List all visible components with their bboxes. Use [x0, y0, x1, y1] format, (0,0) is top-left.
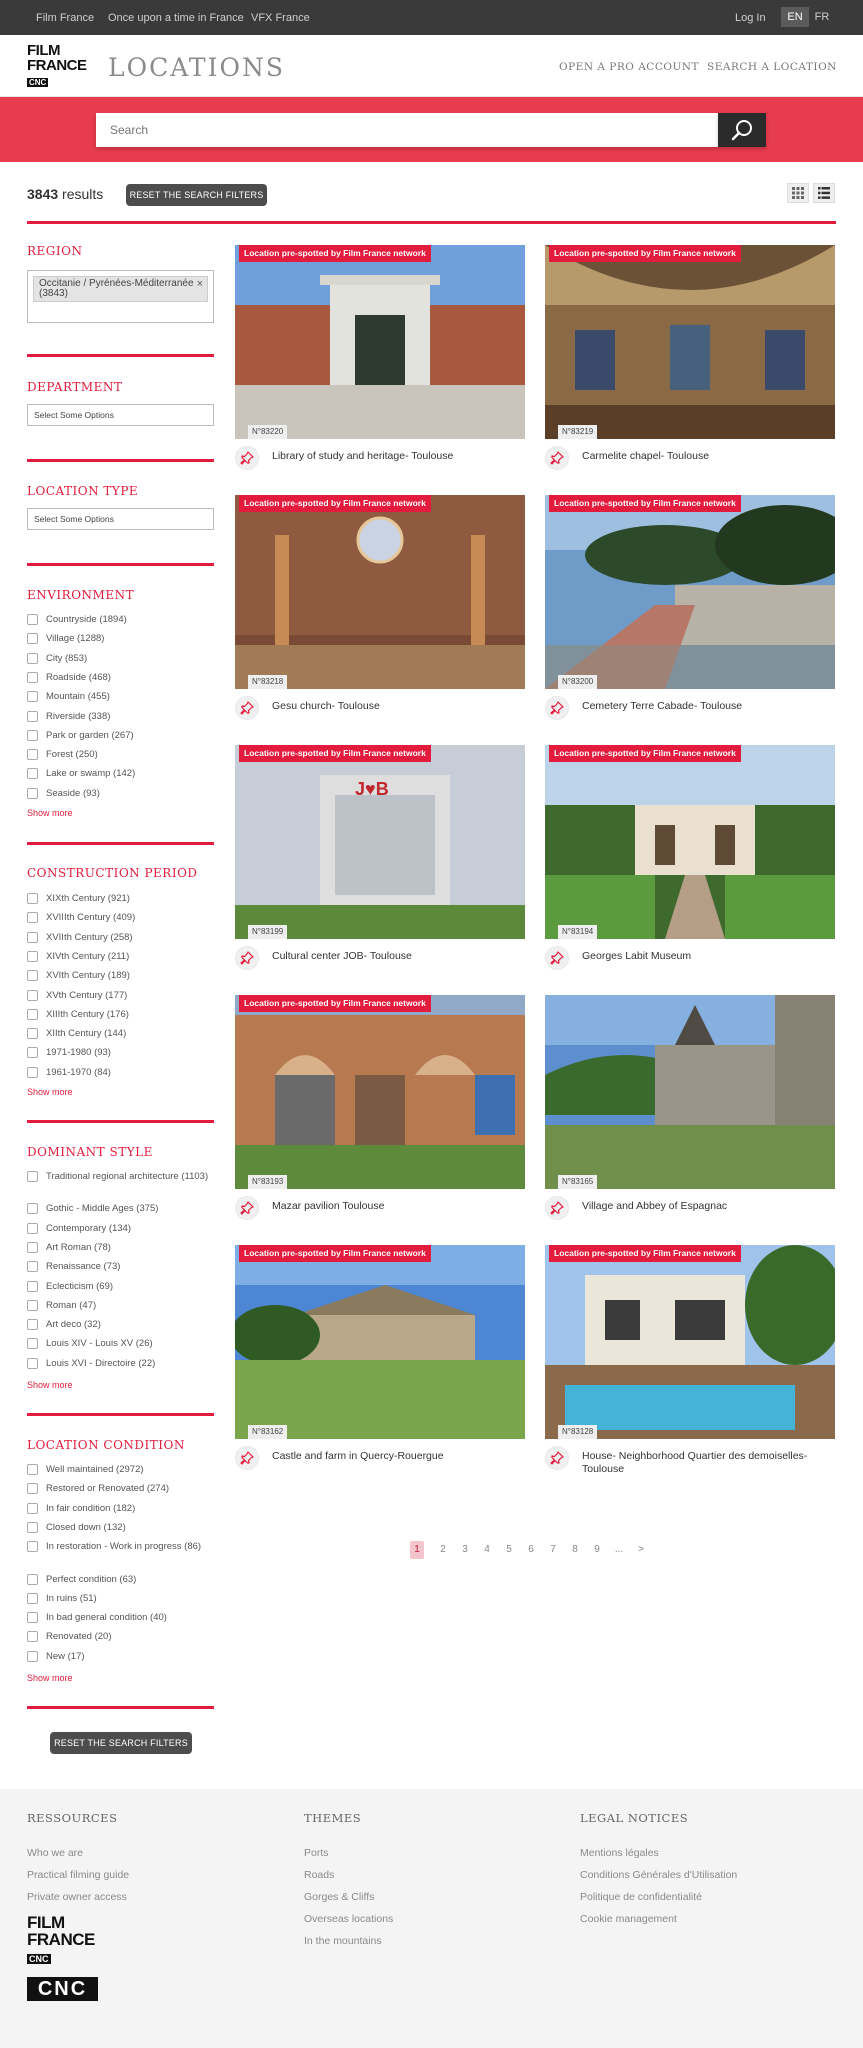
filter-option[interactable] [27, 691, 216, 703]
reference-badge: N°83219 [558, 425, 597, 439]
page-link[interactable]: 7 [550, 1544, 556, 1555]
list-view-icon[interactable] [813, 183, 835, 203]
region-tag [33, 276, 208, 302]
filter-divider [27, 354, 214, 357]
location-card[interactable] [235, 245, 525, 488]
checkbox[interactable] [27, 1261, 38, 1272]
filter-option-label: Restored or Renovated (274) [46, 1483, 170, 1495]
footer-logo-cnc: CNC [29, 1954, 49, 1964]
filter-divider [27, 1120, 214, 1123]
footer-link[interactable]: Overseas locations [304, 1913, 394, 1925]
footer-link[interactable]: Conditions Générales d'Utilisation [580, 1869, 738, 1881]
checkbox[interactable] [27, 1171, 38, 1182]
checkbox[interactable] [27, 1338, 38, 1349]
pre-spotted-ribbon: Location pre-spotted by Film France network [239, 745, 431, 762]
pin-icon[interactable] [545, 946, 569, 970]
checkbox[interactable] [27, 912, 38, 923]
site-header [0, 35, 863, 97]
search-icon [730, 118, 754, 142]
checkbox[interactable] [27, 951, 38, 962]
logo-line-2: FRANCE [27, 57, 87, 74]
filter-option[interactable] [27, 1593, 216, 1605]
reference-badge: N°83200 [558, 675, 597, 689]
footer-link[interactable]: Cookie management [580, 1913, 677, 1925]
location-card[interactable] [545, 995, 835, 1238]
svg-text:J♥B: J♥B [355, 779, 389, 799]
construction-show-more[interactable]: Show more [27, 1087, 73, 1097]
checkbox[interactable] [27, 990, 38, 1001]
filter-option[interactable] [27, 711, 216, 723]
page-link[interactable]: ... [614, 1544, 624, 1555]
location-photo[interactable] [235, 995, 525, 1189]
filter-divider [27, 459, 214, 462]
reference-badge: N°83218 [248, 675, 287, 689]
footer-title-themes: THEMES [304, 1811, 362, 1825]
pre-spotted-ribbon: Location pre-spotted by Film France network [549, 495, 741, 512]
checkbox[interactable] [27, 1009, 38, 1020]
lang-fr[interactable]: FR [814, 11, 830, 23]
filter-option[interactable] [27, 1358, 216, 1370]
checkbox[interactable] [27, 1047, 38, 1058]
filter-option[interactable] [27, 1651, 216, 1663]
reference-badge: N°83193 [248, 1175, 287, 1189]
checkbox[interactable] [27, 749, 38, 760]
results-word: results [62, 186, 104, 202]
filter-title-location-type: LOCATION TYPE [27, 484, 139, 498]
department-select[interactable]: Select Some Options [27, 404, 214, 426]
location-title[interactable]: Library of study and heritage- Toulouse [272, 450, 454, 462]
lang-en[interactable]: EN [781, 7, 809, 27]
link-once-upon-a-time[interactable]: Once upon a time in France [108, 12, 244, 24]
filter-option-label: Village (1288) [46, 633, 105, 645]
checkbox[interactable] [27, 614, 38, 625]
filter-option-label: 1961-1970 (84) [46, 1066, 111, 1078]
filter-option-label: Seaside (93) [46, 787, 100, 799]
filter-option[interactable] [27, 1574, 216, 1586]
location-card[interactable] [235, 995, 525, 1238]
pin-icon[interactable] [235, 946, 259, 970]
checkbox[interactable] [27, 788, 38, 799]
top-bar [0, 0, 863, 35]
filter-option-label: Eclecticism (69) [46, 1280, 114, 1292]
filter-option[interactable] [27, 1281, 216, 1293]
location-title[interactable]: Village and Abbey of Espagnac [582, 1200, 728, 1212]
logo-cnc: CNC [29, 78, 47, 87]
filter-option-label: XIIth Century (144) [46, 1028, 127, 1040]
filter-option-label: Perfect condition (63) [46, 1573, 137, 1585]
checkbox[interactable] [27, 768, 38, 779]
nav-open-pro-account[interactable]: OPEN A PRO ACCOUNT [559, 61, 699, 73]
page-link[interactable]: 5 [506, 1544, 512, 1555]
pre-spotted-ribbon: Location pre-spotted by Film France network [239, 495, 431, 512]
footer-film-france-logo[interactable] [27, 1914, 95, 1965]
location-card[interactable] [235, 745, 525, 988]
filter-option[interactable] [27, 788, 216, 800]
checkbox[interactable] [27, 1464, 38, 1475]
reference-badge: N°83199 [248, 925, 287, 939]
checkbox[interactable] [27, 1203, 38, 1214]
filter-option-label: XVIth Century (189) [46, 970, 130, 982]
checkbox[interactable] [27, 1631, 38, 1642]
filter-option-label: Riverside (338) [46, 710, 111, 722]
pin-icon[interactable] [235, 1196, 259, 1220]
filter-option-label: Lake or swamp (142) [46, 768, 136, 780]
filter-option-label: Closed down (132) [46, 1521, 126, 1533]
location-card[interactable] [545, 745, 835, 988]
reference-badge: N°83162 [248, 1425, 287, 1439]
page-link[interactable]: 6 [528, 1544, 534, 1555]
footer-link[interactable]: Practical filming guide [27, 1869, 130, 1881]
pagination [410, 1541, 652, 1559]
filter-option[interactable] [27, 912, 216, 924]
footer-link[interactable]: Roads [304, 1869, 335, 1881]
search-button[interactable] [718, 113, 766, 147]
search-band [0, 97, 863, 162]
filter-option-label: Roadside (468) [46, 671, 111, 683]
filter-option[interactable] [27, 1009, 216, 1021]
footer-logo-line-1: FILM [27, 1913, 65, 1932]
checkbox[interactable] [27, 970, 38, 981]
search-input[interactable] [96, 113, 718, 147]
checkbox[interactable] [27, 1028, 38, 1039]
location-photo[interactable] [545, 995, 835, 1189]
link-film-france[interactable]: Film France [36, 12, 95, 24]
page-title: LOCATIONS [108, 53, 285, 82]
filter-divider [27, 842, 214, 845]
checkbox[interactable] [27, 1300, 38, 1311]
pre-spotted-ribbon: Location pre-spotted by Film France network [239, 1245, 431, 1262]
filter-option[interactable] [27, 1028, 216, 1040]
filter-title-environment: ENVIRONMENT [27, 588, 135, 602]
checkbox[interactable] [27, 1574, 38, 1585]
filter-divider [27, 563, 214, 566]
filter-option[interactable] [27, 1631, 216, 1643]
footer-link[interactable]: Gorges & Cliffs [304, 1891, 375, 1903]
location-card[interactable] [545, 495, 835, 738]
location-title[interactable]: Cemetery Terre Cabade- Toulouse [582, 700, 743, 712]
filter-option-label: XVth Century (177) [46, 989, 128, 1001]
location-photo[interactable] [235, 1245, 525, 1439]
location-photo[interactable] [235, 745, 525, 939]
filter-option[interactable] [27, 951, 216, 963]
footer-link[interactable]: In the mountains [304, 1935, 382, 1947]
pre-spotted-ribbon: Location pre-spotted by Film France network [549, 245, 741, 262]
reference-badge: N°83128 [558, 1425, 597, 1439]
checkbox[interactable] [27, 1541, 38, 1552]
footer-title-legal: LEGAL NOTICES [580, 1811, 689, 1825]
pre-spotted-ribbon: Location pre-spotted by Film France network [239, 245, 431, 262]
pre-spotted-ribbon: Location pre-spotted by Film France network [239, 995, 431, 1012]
filter-option-label: In restoration - Work in progress (86) [46, 1541, 202, 1553]
filter-option[interactable] [27, 653, 216, 665]
filter-option[interactable] [27, 1319, 216, 1331]
filter-option[interactable] [27, 1503, 216, 1515]
filter-option[interactable] [27, 672, 216, 684]
page-link[interactable]: 1 [410, 1541, 424, 1559]
filter-option-label: City (853) [46, 652, 88, 664]
region-tag-label: Occitanie / Pyrénées-Méditerranée (3843) [39, 278, 194, 299]
filter-option-label: 1971-1980 (93) [46, 1047, 111, 1059]
filter-option-label: XIIIth Century (176) [46, 1008, 129, 1020]
checkbox[interactable] [27, 730, 38, 741]
page-link[interactable]: 3 [462, 1544, 468, 1555]
checkbox[interactable] [27, 1612, 38, 1623]
location-title[interactable]: House- Neighborhood Quartier des demoiselles- Toulouse [582, 1450, 808, 1475]
pin-icon[interactable] [235, 446, 259, 470]
footer-link[interactable]: Politique de confidentialité [580, 1891, 703, 1903]
filter-option-label: Forest (250) [46, 749, 98, 761]
grid-view-icon[interactable] [787, 183, 809, 203]
checkbox[interactable] [27, 1281, 38, 1292]
results-number: 3843 [27, 186, 59, 202]
filter-title-region: REGION [27, 244, 83, 258]
filter-option[interactable] [27, 1242, 216, 1254]
reset-filters-button[interactable]: RESET THE SEARCH FILTERS [126, 184, 267, 206]
footer-link[interactable]: Who we are [27, 1847, 84, 1859]
checkbox[interactable] [27, 893, 38, 904]
next-page-link[interactable]: > [638, 1544, 644, 1555]
filter-option-label: Well maintained (2972) [46, 1464, 144, 1475]
location-type-select[interactable]: Select Some Options [27, 508, 214, 530]
location-photo[interactable] [545, 745, 835, 939]
pin-icon[interactable] [235, 696, 259, 720]
page-link[interactable]: 9 [594, 1544, 600, 1555]
filter-option[interactable] [27, 1483, 216, 1495]
page-link[interactable]: 4 [484, 1544, 490, 1555]
location-title[interactable]: Georges Labit Museum [582, 950, 692, 962]
pin-icon[interactable] [545, 446, 569, 470]
filter-option-label: Roman (47) [46, 1299, 97, 1311]
checkbox[interactable] [27, 1651, 38, 1662]
filter-option-label: Traditional regional architecture (1103) [46, 1171, 209, 1182]
footer-title-resources: RESSOURCES [27, 1811, 118, 1825]
environment-show-more[interactable]: Show more [27, 808, 73, 818]
pin-icon[interactable] [545, 696, 569, 720]
footer-link[interactable]: Private owner access [27, 1891, 127, 1903]
condition-show-more[interactable]: Show more [27, 1673, 73, 1683]
checkbox[interactable] [27, 711, 38, 722]
checkbox[interactable] [27, 1223, 38, 1234]
reference-badge: N°83165 [558, 1175, 597, 1189]
filter-option[interactable] [27, 633, 216, 645]
results-count [27, 186, 103, 202]
filter-option-label: Art Roman (78) [46, 1241, 111, 1253]
film-france-logo[interactable] [27, 43, 87, 88]
filter-option[interactable] [27, 1067, 216, 1079]
filter-option-label: Mountain (455) [46, 691, 110, 703]
filter-option[interactable] [27, 1522, 216, 1534]
filter-option[interactable] [27, 1338, 216, 1350]
filter-option[interactable] [27, 614, 216, 626]
filter-option-label: XIXth Century (921) [46, 893, 130, 904]
pin-icon[interactable] [545, 1446, 569, 1470]
filter-title-construction: CONSTRUCTION PERIOD [27, 866, 198, 880]
filter-option[interactable] [27, 990, 216, 1002]
location-title[interactable]: Carmelite chapel- Toulouse [582, 450, 710, 462]
filter-option[interactable] [27, 1223, 216, 1235]
filter-option-label: In bad general condition (40) [46, 1612, 167, 1624]
pin-icon[interactable] [235, 1446, 259, 1470]
reset-filters-bottom-button[interactable]: RESET THE SEARCH FILTERS [50, 1732, 192, 1754]
location-card[interactable] [235, 495, 525, 738]
location-photo[interactable] [235, 495, 525, 689]
filter-option-label: Louis XVI - Directoire (22) [46, 1357, 156, 1369]
location-title[interactable]: Gesu church- Toulouse [272, 700, 380, 712]
remove-tag-icon[interactable]: × [196, 278, 203, 290]
filter-divider [27, 1706, 214, 1709]
filter-option-label: New (17) [46, 1650, 85, 1662]
footer-link[interactable]: Ports [304, 1847, 329, 1859]
footer [0, 1789, 863, 2048]
filter-option[interactable] [27, 1171, 216, 1183]
location-photo[interactable] [545, 495, 835, 689]
filter-option-label: In fair condition (182) [46, 1502, 136, 1514]
filter-title-style: DOMINANT STYLE [27, 1145, 153, 1159]
filter-option-label: Park or garden (267) [46, 729, 134, 741]
filter-option-label: XVIIth Century (258) [46, 931, 133, 943]
location-photo[interactable] [545, 1245, 835, 1439]
logo-line-1: FILM [27, 42, 60, 59]
checkbox[interactable] [27, 1503, 38, 1514]
checkbox[interactable] [27, 1067, 38, 1078]
location-photo[interactable] [235, 245, 525, 439]
page-link[interactable]: 8 [572, 1544, 578, 1555]
filter-option[interactable] [27, 1261, 216, 1273]
checkbox[interactable] [27, 653, 38, 664]
checkbox[interactable] [27, 1358, 38, 1369]
filter-option[interactable] [27, 768, 216, 780]
pin-icon[interactable] [545, 1196, 569, 1220]
filter-option-label: Renaissance (73) [46, 1261, 121, 1273]
style-show-more[interactable]: Show more [27, 1380, 73, 1390]
view-toggle [787, 183, 835, 201]
checkbox[interactable] [27, 1522, 38, 1533]
footer-link[interactable]: Mentions légales [580, 1847, 659, 1859]
location-title[interactable]: Cultural center JOB- Toulouse [272, 950, 412, 962]
filter-title-condition: LOCATION CONDITION [27, 1438, 185, 1452]
page-link[interactable]: 2 [440, 1544, 446, 1555]
reference-badge: N°83194 [558, 925, 597, 939]
link-vfx-france[interactable]: VFX France [251, 12, 310, 24]
results-divider [27, 221, 836, 224]
filter-divider [27, 1413, 214, 1416]
filter-option-label: XIVth Century (211) [46, 950, 130, 962]
login-link[interactable]: Log In [735, 12, 766, 24]
checkbox[interactable] [27, 1242, 38, 1253]
location-title[interactable]: Mazar pavilion Toulouse [272, 1200, 385, 1212]
filter-option-label: Art deco (32) [46, 1319, 101, 1331]
location-card[interactable] [545, 245, 835, 488]
cnc-logo[interactable]: CNC [27, 1977, 98, 2001]
reference-badge: N°83220 [248, 425, 287, 439]
filter-option[interactable] [27, 1464, 216, 1476]
filter-option[interactable] [27, 1300, 216, 1312]
pre-spotted-ribbon: Location pre-spotted by Film France network [549, 1245, 741, 1262]
filter-option[interactable] [27, 1047, 216, 1059]
filter-option[interactable] [27, 1203, 216, 1215]
location-title[interactable]: Castle and farm in Quercy-Rouergue [272, 1450, 444, 1462]
filter-option[interactable] [27, 730, 216, 742]
filter-option-label: XVIIIth Century (409) [46, 912, 136, 924]
filter-option-label: In ruins (51) [46, 1592, 97, 1604]
filter-option-label: Renovated (20) [46, 1631, 112, 1643]
checkbox[interactable] [27, 633, 38, 644]
footer-logo-line-2: FRANCE [27, 1930, 95, 1949]
nav-search-location[interactable]: SEARCH A LOCATION [707, 61, 837, 73]
filter-option[interactable] [27, 1541, 216, 1553]
filter-title-department: DEPARTMENT [27, 380, 123, 394]
filter-option[interactable] [27, 1612, 216, 1624]
location-photo[interactable] [545, 245, 835, 439]
checkbox[interactable] [27, 672, 38, 683]
pre-spotted-ribbon: Location pre-spotted by Film France network [549, 745, 741, 762]
filter-option-label: Louis XIV - Louis XV (26) [46, 1338, 153, 1350]
filter-option[interactable] [27, 749, 216, 761]
checkbox[interactable] [27, 1593, 38, 1604]
checkbox[interactable] [27, 1483, 38, 1494]
filter-option-label: Countryside (1894) [46, 614, 127, 625]
filter-option-label: Contemporary (134) [46, 1222, 132, 1234]
checkbox[interactable] [27, 1319, 38, 1330]
location-card[interactable] [545, 1245, 835, 1488]
region-select[interactable] [27, 270, 214, 323]
checkbox[interactable] [27, 932, 38, 943]
checkbox[interactable] [27, 691, 38, 702]
location-card[interactable] [235, 1245, 525, 1488]
filter-option-label: Gothic - Middle Ages (375) [46, 1203, 159, 1215]
filter-option[interactable] [27, 932, 216, 944]
filter-option[interactable] [27, 893, 216, 905]
filter-option[interactable] [27, 970, 216, 982]
